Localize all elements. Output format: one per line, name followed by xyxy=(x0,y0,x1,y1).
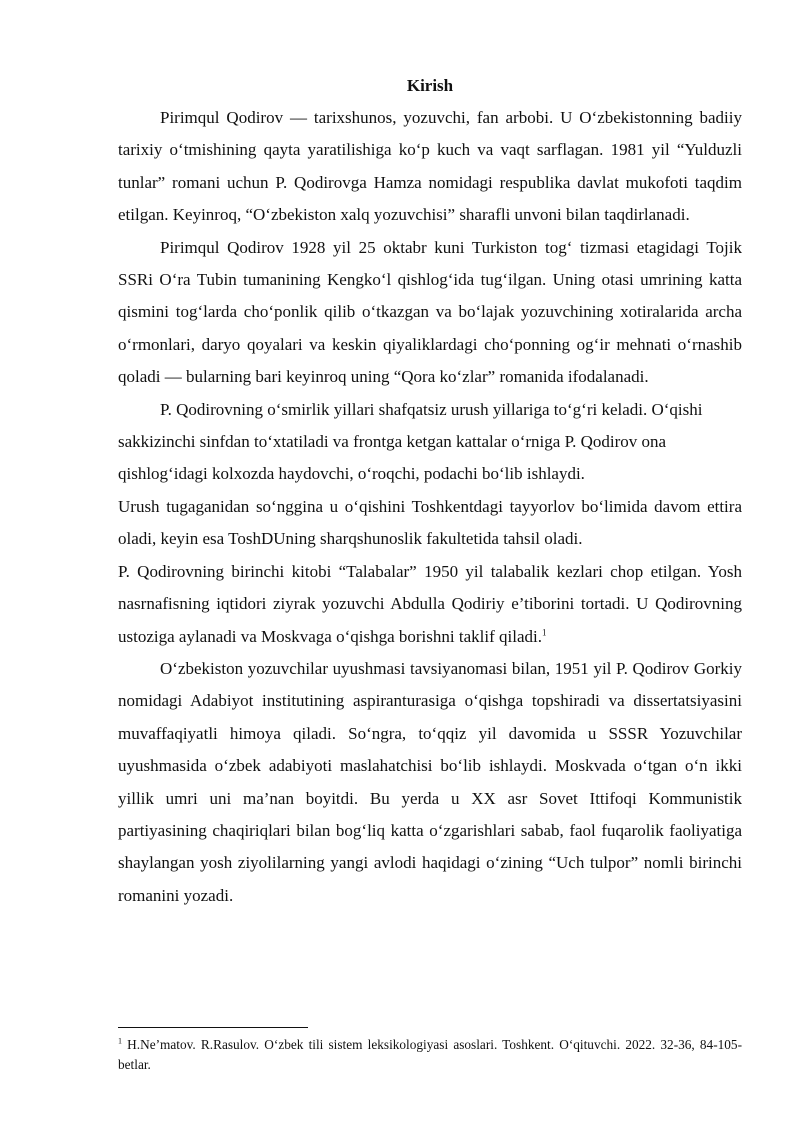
paragraph-6: O‘zbekiston yozuvchilar uyushmasi tavsiyanomasi bilan, 1951 yil P. Qodirov Gorkiy nomidagi Adabiyot institutining aspiranturasiga o‘qishga topshiradi va dissertatsiyasini muvaffaqiyatli himoya qiladi. So‘ngra, to‘qqiz yil davomida u SSSR Yozuvchilar uyushmasida o‘zbek adabiyoti maslahatchisi bo‘lib ishlaydi. Moskvada o‘tgan o‘n ikki yillik umri uni ma’nan boyitdi. Bu yerda u XX asr Sovet Ittifoqi Kommunistik partiyasining chaqiriqlari bilan bog‘liq katta o‘zgarishlari sabab, faol fuqarolik faoliyatiga shaylangan yosh ziyolilarning yangi avlodi haqidagi o‘zining “Uch tulpor” nomli birinchi romanini yozadi. xyxy=(118,658,742,905)
footnote-reference[interactable]: 1 xyxy=(541,626,547,637)
footnote-marker: 1 xyxy=(118,1036,122,1046)
document-title: Kirish xyxy=(406,76,454,95)
paragraph-5-text: P. Qodirovning birinchi kitobi “Talabalar” 1950 yil talabalik kezlari chop etilgan. Yosh nasrnafisning iqtidori ziyrak yozuvchi Abdulla Qodiriy e’tiborini tortadi. U Qodirovning ustoziga aylanadi va Moskvaga o‘qishga borishni taklif qiladi. xyxy=(118,561,742,646)
paragraph-3: P. Qodirovning o‘smirlik yillari shafqatsiz urush yillariga to‘g‘ri keladi. O‘qishi sakkizinchi sinfdan to‘xtatiladi va frontga ketgan kattalar o‘rniga P. Qodirov ona qishlog‘idagi kolxozda haydovchi, o‘roqchi, podachi bo‘lib ishlaydi. xyxy=(118,399,703,484)
paragraph-5 xyxy=(118,556,742,653)
paragraph-2: Pirimqul Qodirov 1928 yil 25 oktabr kuni Turkiston tog‘ tizmasi etagidagi Tojik SSRi O‘ra Tubin tumanining Kengko‘l qishlog‘ida tug‘ilgan. Uning otasi umrining katta qismini tog‘larda cho‘ponlik qilib o‘tkazgan va bo‘lajak yozuvchining xotiralarida archa o‘rmonlari, daryo qoyalari va keskin qiyaliklardagi cho‘ponning og‘ir mehnati o‘rnashib qoladi — bularning bari keyinroq uning “Qora ko‘zlar” romanida ifodalanadi. xyxy=(118,237,742,387)
paragraph-1: Pirimqul Qodirov — tarixshunos, yozuvchi, fan arbobi. U O‘zbekistonning badiiy tarixiy o‘tmishining qayta yaratilishiga ko‘p kuch va vaqt sarflagan. 1981 yil “Yulduzli tunlar” romani uchun P. Qodirovga Hamza nomidagi respublika davlat mukofoti taqdim etilgan. Keyinroq, “O‘zbekiston xalq yozuvchisi” sharafli unvoni bilan taqdirlanadi. xyxy=(118,108,742,225)
paragraph-4: Urush tugaganidan so‘nggina u o‘qishini Toshkentdagi tayyorlov bo‘limida davom ettira oladi, keyin esa ToshDUning sharqshunoslik fakultetida tahsil oladi. xyxy=(118,496,742,549)
document-body xyxy=(118,70,742,912)
footnote-separator xyxy=(118,1027,308,1028)
footnote-text: H.Ne’matov. R.Rasulov. O‘zbek tili sistem leksikologiyasi asoslari. Toshkent. O‘qituvchi. 2022. 32-36, 84-105- betlar. xyxy=(118,1037,742,1072)
footnote xyxy=(118,1035,742,1074)
